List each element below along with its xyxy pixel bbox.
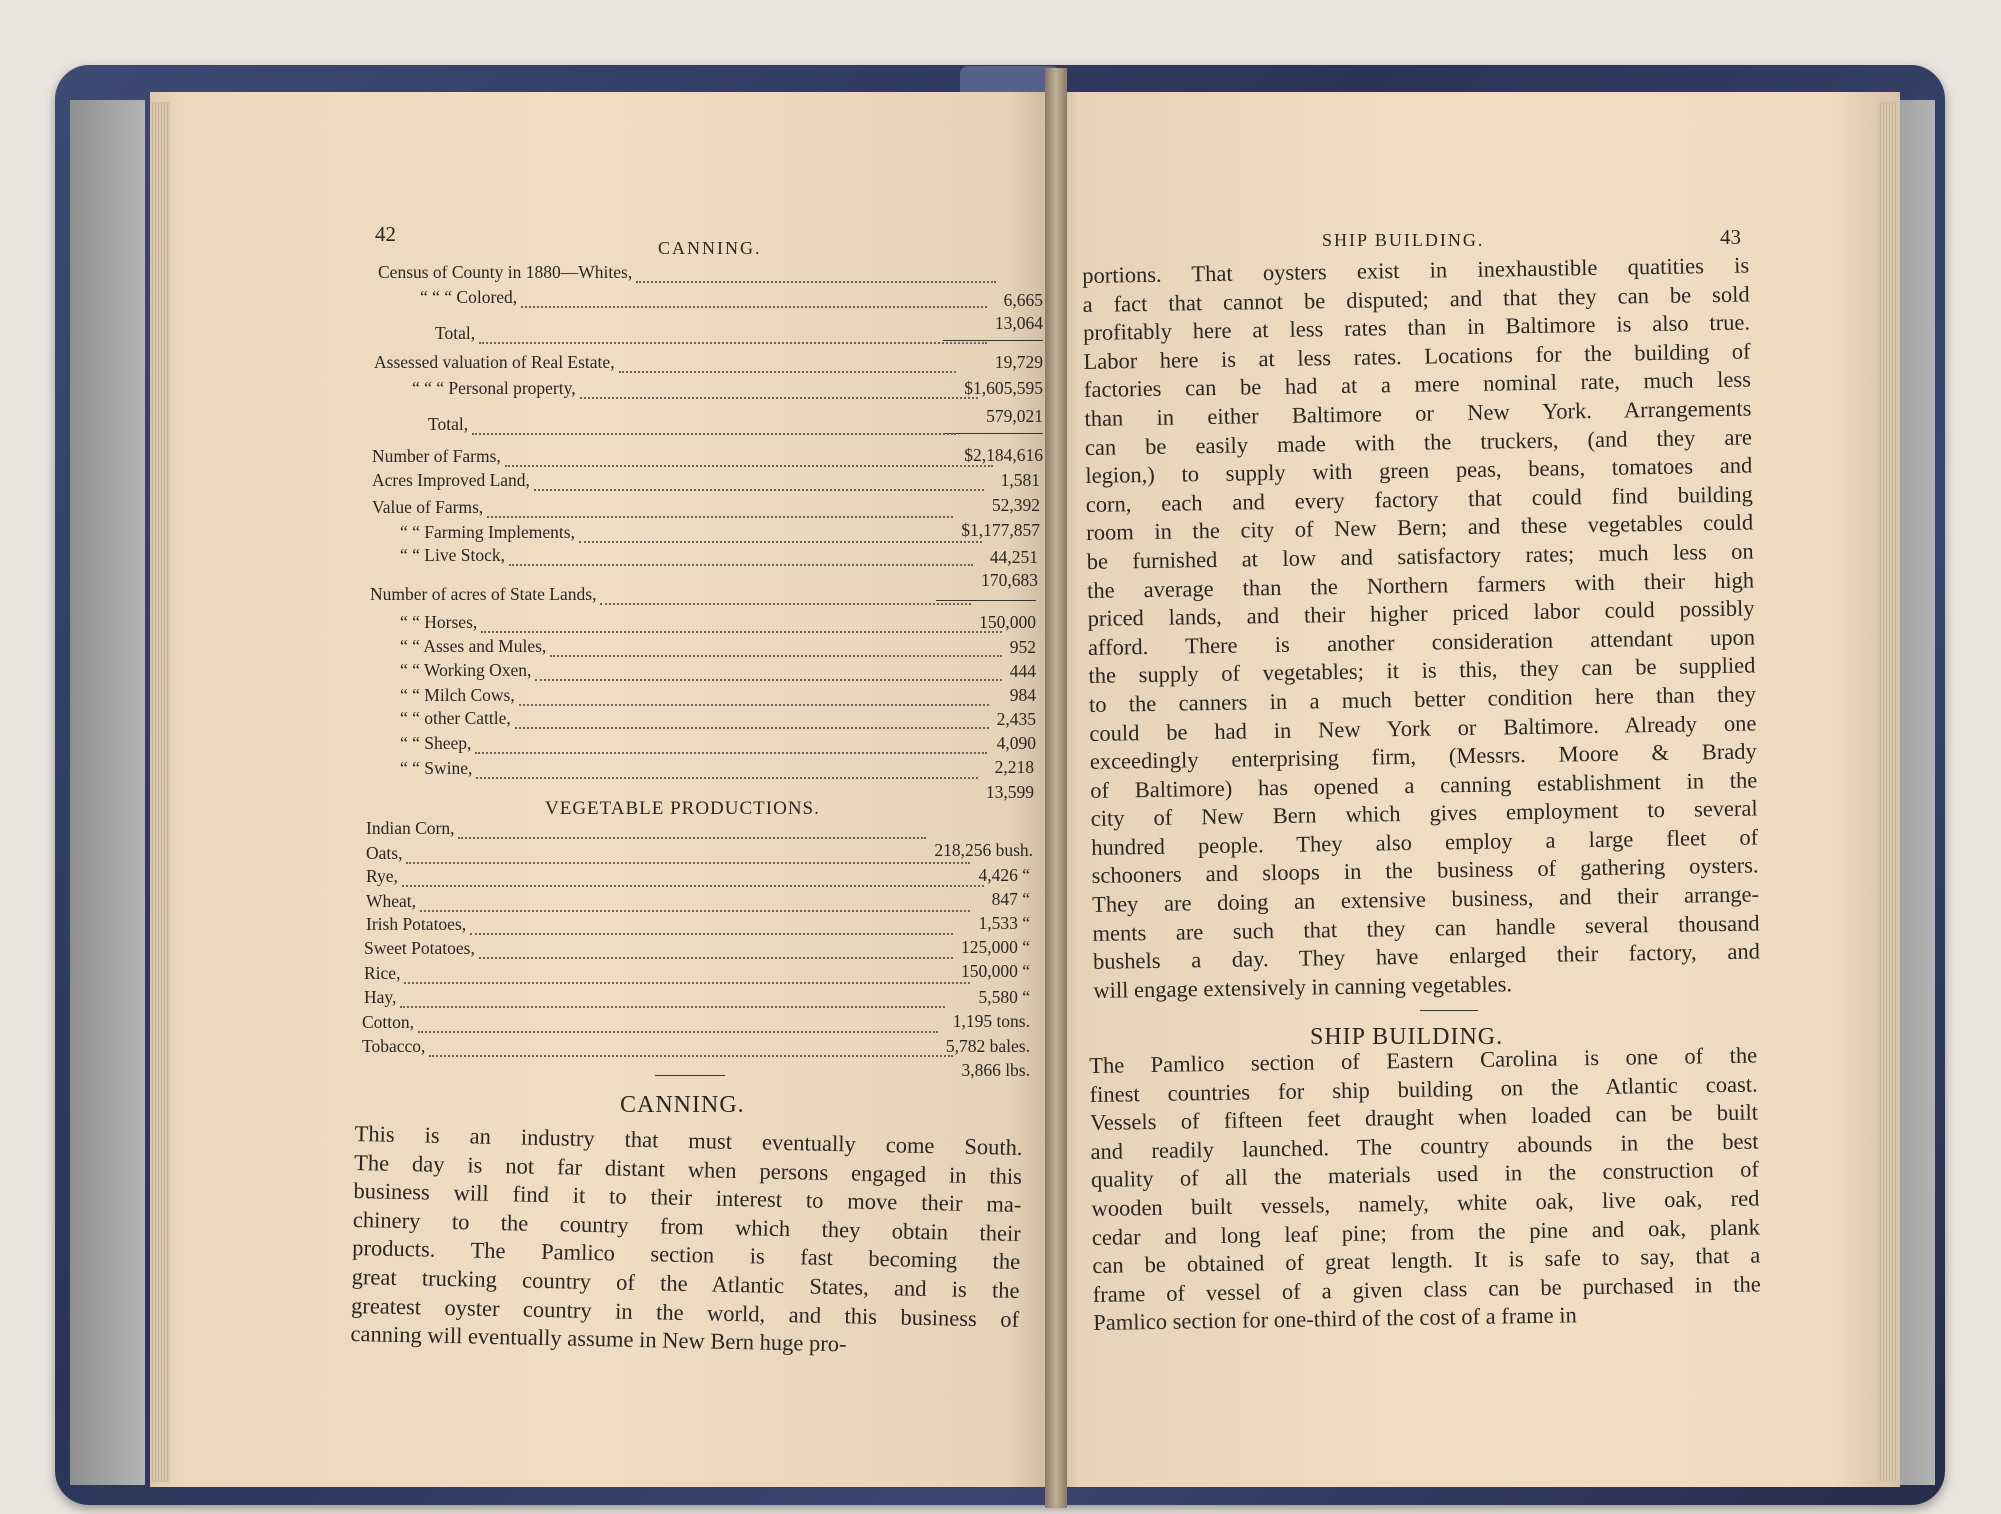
oysters-paragraph-line: portions. That oysters exist in inexhaustible quatities is <box>1082 252 1750 288</box>
veg-row-leader <box>400 1004 944 1008</box>
canning-paragraph-line: greatest oyster country in the world, and this business of <box>350 1292 1020 1332</box>
right-page-number: 43 <box>1720 225 1741 249</box>
stat-row-label: Total, <box>428 414 469 434</box>
oysters-paragraph-line: to the canners in a much better condition here than they <box>1088 681 1757 717</box>
veg-row-value: 125,000 “ <box>960 937 1030 957</box>
stat-row-value: 170,683 <box>981 570 1038 590</box>
veg-row-leader <box>406 860 970 864</box>
stat-row-value: $1,605,595 <box>964 378 1043 398</box>
stat-row-value: 2,435 <box>996 709 1036 729</box>
canning-paragraph-line: great trucking country of the Atlantic States, and is the <box>351 1263 1020 1303</box>
veg-row-label: Rice, <box>364 963 401 983</box>
stat-row-leader <box>636 279 995 283</box>
stat-row-leader <box>519 702 989 706</box>
oysters-paragraph-line: a fact that cannot be disputed; and that they can be sold <box>1082 281 1750 317</box>
veg-row-label: Cotton, <box>362 1012 415 1032</box>
stat-row-value: $1,177,857 <box>961 520 1040 540</box>
veg-row-leader <box>402 883 984 887</box>
ship-building-paragraph-line: can be obtained of great length. It is safe to say, that a <box>1092 1242 1761 1279</box>
canning-paragraph-line: This is an industry that must eventually come South. <box>354 1120 1023 1160</box>
canning-paragraph-line: The day is not far distant when persons engaged in this <box>353 1149 1023 1189</box>
stat-row-leader <box>476 775 977 779</box>
stat-row-label: “ “ other Cattle, <box>400 708 511 728</box>
oysters-paragraph-line: schooners and sloops in the business of gathering oysters. <box>1091 852 1759 889</box>
stat-row-value: 13,064 <box>994 313 1043 333</box>
ship-building-paragraph-line: Pamlico section for one-third of the cost of a frame in <box>1093 1302 1578 1336</box>
stat-row-leader <box>534 487 984 491</box>
stat-row-label: “ “ “ Personal property, <box>412 378 576 398</box>
veg-row-leader <box>404 980 970 984</box>
section-rule <box>655 1075 725 1076</box>
stat-row-label: “ “ Working Oxen, <box>400 660 532 680</box>
oysters-paragraph <box>1082 252 1761 1006</box>
ship-building-paragraph-line: cedar and long leaf pine; from the pine and oak, plank <box>1091 1214 1761 1250</box>
canning-paragraph-line: business will find it to their interest to move their ma- <box>353 1178 1022 1218</box>
canning-paragraph-line: products. The Pamlico section is fast becoming the <box>352 1235 1021 1275</box>
veg-row-label: Sweet Potatoes, <box>364 938 475 958</box>
stat-row-leader <box>481 629 1001 633</box>
stat-row-leader <box>505 463 993 467</box>
oysters-paragraph-line: Labor here is at less rates. Locations for the building of <box>1083 338 1751 374</box>
stat-row-value: 19,729 <box>994 352 1043 372</box>
stat-row-value: 579,021 <box>986 406 1043 426</box>
veg-row-label: Oats, <box>366 843 403 863</box>
stat-row-label: “ “ Live Stock, <box>400 545 505 565</box>
right-running-head: SHIP BUILDING. <box>1322 230 1485 250</box>
oysters-paragraph-line: They are doing an extensive business, and their arrange- <box>1091 881 1760 917</box>
ship-building-paragraph <box>1089 1042 1761 1338</box>
ship-building-paragraph-line: The Pamlico section of Eastern Carolina is one of the <box>1089 1042 1758 1078</box>
stat-row-label: Total, <box>435 323 476 343</box>
oysters-paragraph-line: the supply of vegetables; it is this, they can be supplied <box>1088 652 1756 689</box>
veg-row-label: Irish Potatoes, <box>366 914 467 934</box>
stat-row-leader <box>521 304 987 308</box>
stat-row-value: 13,599 <box>985 782 1034 802</box>
stat-row-label: “ “ “ Colored, <box>420 287 518 307</box>
oysters-paragraph-line: city of New Bern which gives employment to several <box>1090 795 1758 832</box>
stat-row-label: Assessed valuation of Real Estate, <box>374 352 615 372</box>
section-rule-right <box>1420 1010 1478 1011</box>
stat-row-leader <box>479 340 987 344</box>
stat-row-total-rule <box>943 433 1043 434</box>
vegetable-productions-heading: VEGETABLE PRODUCTIONS. <box>545 798 820 819</box>
stat-row-leader <box>580 395 979 399</box>
stat-row-label: “ “ Sheep, <box>400 733 472 753</box>
ship-building-paragraph-line: frame of vessel of a given class can be purchased in the <box>1092 1271 1761 1307</box>
stat-row-label: “ “ Asses and Mules, <box>400 636 547 656</box>
stat-row-leader <box>472 431 956 435</box>
stat-row-value: 52,392 <box>991 495 1040 515</box>
veg-row-value: 5,782 bales. <box>945 1036 1030 1056</box>
oysters-paragraph-line: priced lands, and their higher priced labor could possibly <box>1087 595 1755 632</box>
canning-paragraph-line: chinery to the country from which they obtain their <box>352 1206 1022 1246</box>
stat-row-leader <box>619 369 957 373</box>
veg-row-value: 1,533 “ <box>978 913 1030 933</box>
oysters-paragraph-line: can be easily made with the truckers, (and they are <box>1084 424 1753 460</box>
stat-row-label: Census of County in 1880—Whites, <box>378 262 633 282</box>
stat-row-value: 444 <box>1009 661 1036 681</box>
oysters-paragraph-line: legion,) to supply with green peas, beans, tomatoes and <box>1085 452 1753 489</box>
oysters-paragraph-line: bushels a day. They have enlarged their factory, and <box>1092 938 1761 975</box>
book-gutter <box>1045 68 1067 1508</box>
oysters-paragraph-line: factories can be had at a mere nominal rate, much less <box>1083 366 1752 403</box>
veg-row-value: 218,256 bush. <box>934 840 1033 860</box>
stat-row-leader <box>579 539 982 543</box>
veg-row-leader <box>420 908 970 912</box>
veg-row-label: Hay, <box>364 987 397 1007</box>
oysters-paragraph-line: will engage extensively in canning vegetables. <box>1093 971 1513 1003</box>
oysters-paragraph-line: could be had in New York or Baltimore. Already one <box>1089 709 1757 746</box>
oysters-paragraph-line: be furnished at low and satisfactory rates; much less on <box>1086 538 1754 574</box>
veg-row-label: Indian Corn, <box>366 818 455 838</box>
veg-row-leader <box>418 1029 938 1033</box>
ship-building-paragraph-line: quality of all the materials used in the construction of <box>1090 1156 1760 1193</box>
veg-row-leader <box>470 931 953 935</box>
stat-row-label: “ “ Horses, <box>400 612 478 632</box>
stat-row-leader <box>487 514 953 518</box>
ship-building-paragraph-line: Vessels of fifteen feet draught when loaded can be built <box>1089 1099 1759 1136</box>
stat-row-label: Number of acres of State Lands, <box>370 584 597 604</box>
stat-row-leader <box>475 750 986 754</box>
stat-row-label: “ “ Milch Cows, <box>400 685 515 705</box>
canning-paragraph-line: canning will eventually assume in New Bern huge pro- <box>350 1321 847 1357</box>
stat-row-value: 6,665 <box>1003 290 1043 310</box>
stat-row-label: “ “ Farming Implements, <box>400 522 575 542</box>
stat-row-leader <box>535 677 1001 681</box>
veg-row-value: 150,000 “ <box>960 961 1030 981</box>
stat-row-leader <box>509 562 973 566</box>
stat-row-leader <box>550 653 1001 657</box>
oysters-paragraph-line: afford. There is another consideration attendant upon <box>1087 624 1756 660</box>
veg-row-value: 1,195 tons. <box>952 1011 1030 1031</box>
stat-row-label: “ “ Swine, <box>400 758 473 778</box>
oysters-paragraph-line: room in the city of New Bern; and these vegetables could <box>1086 509 1754 546</box>
stat-row-value: 952 <box>1009 637 1036 657</box>
stat-row-value: 150,000 <box>979 612 1036 632</box>
stat-row-value: 984 <box>1009 685 1036 705</box>
stat-row-value: 1,581 <box>1000 470 1040 490</box>
stat-row-leader <box>600 601 971 605</box>
ship-building-paragraph-line: and readily launched. The country abounds in the best <box>1090 1128 1759 1164</box>
stat-row-leader <box>515 725 989 729</box>
veg-row-value: 4,426 “ <box>978 865 1030 885</box>
stat-row-label: Acres Improved Land, <box>372 470 530 490</box>
veg-row-value: 3,866 lbs. <box>961 1060 1030 1080</box>
ship-building-heading: SHIP BUILDING. <box>1310 1024 1504 1050</box>
stat-row-label: Number of Farms, <box>372 446 501 466</box>
canning-paragraph <box>350 1120 1023 1363</box>
veg-row-value: 5,580 “ <box>978 987 1030 1007</box>
oysters-paragraph-line: exceedingly enterprising firm, (Messrs. Moore & Brady <box>1089 738 1757 775</box>
ship-building-paragraph-line: finest countries for ship building on the Atlantic coast. <box>1089 1071 1758 1107</box>
oysters-paragraph-line: the average than the Northern farmers with their high <box>1086 567 1755 603</box>
veg-row-leader <box>479 955 953 959</box>
veg-row-label: Wheat, <box>366 891 417 911</box>
cover-flap-left <box>70 100 145 1485</box>
oysters-paragraph-line: ments are such that they can handle several thousand <box>1092 910 1760 946</box>
oysters-paragraph-line: profitably here at less rates than in Baltimore is also true. <box>1082 309 1751 346</box>
stat-row-value: $2,184,616 <box>964 445 1043 465</box>
oysters-paragraph-line: than in either Baltimore or New York. Arrangements <box>1084 395 1752 431</box>
left-running-head: CANNING. <box>658 238 762 258</box>
stat-row-label: Value of Farms, <box>372 497 484 517</box>
page-edges-left <box>150 102 170 1482</box>
canning-heading: CANNING. <box>620 1092 745 1118</box>
veg-row-label: Rye, <box>366 866 398 886</box>
veg-row-leader <box>458 835 926 839</box>
page-edges-right <box>1878 102 1898 1482</box>
stat-row-value: 44,251 <box>989 547 1038 567</box>
veg-row-value: 847 “ <box>991 889 1030 909</box>
veg-row-leader <box>429 1053 953 1057</box>
oysters-paragraph-line: corn, each and every factory that could find building <box>1085 481 1753 517</box>
stat-row-value: 4,090 <box>996 733 1036 753</box>
oysters-paragraph-line: of Baltimore) has opened a canning establishment in the <box>1090 767 1758 803</box>
oysters-paragraph-line: hundred people. They also employ a large fleet of <box>1090 824 1759 860</box>
ship-building-paragraph-line: wooden built vessels, namely, white oak, live oak, red <box>1091 1185 1760 1221</box>
stat-row-value: 2,218 <box>994 757 1034 777</box>
left-page-number: 42 <box>375 222 396 246</box>
veg-row-label: Tobacco, <box>362 1036 426 1056</box>
